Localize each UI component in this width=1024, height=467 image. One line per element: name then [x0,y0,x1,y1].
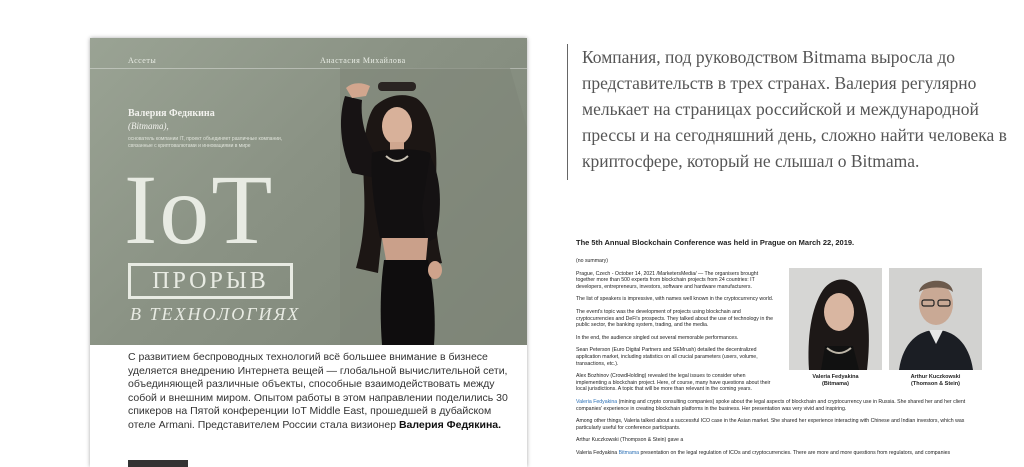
woman-headshot-image [789,268,882,370]
caption-valeria [789,374,882,388]
header-author: Анастасия Михайлова [320,56,406,65]
cover-title: IoT [124,154,275,265]
cover-subtitle-box: ПРОРЫВ [128,263,293,299]
article-paragraph-2: The list of speakers is impressive, with names well known in the cryptocurrency world. [576,296,774,303]
person-name: Валерия Федякина [128,108,215,119]
article-paragraph-3: The event's topic was the development of projects using blockchain and cryptocurrencies and DeFi's prospects. They talked about the use of technology in the public sector, the banking system, trading, and the media. [576,308,773,329]
cover-subtitle-italic: В ТЕХНОЛОГИЯХ [130,304,301,324]
article-paragraph-6: Alex Bozhinov (CrowdHolding) revealed the legal issues to consider when implementing a blockchain project. Here, of course, many have questions about their local jurisdictions. A topic that will be more than relevant in the coming years. [576,373,771,393]
article-paragraph-9: Arthur Kuczkowski (Thompson & Stein) gave a [576,437,684,444]
article-link-bitmama[interactable]: Bitmama [618,449,640,456]
article-summary: (no summary) [576,258,608,264]
man-headshot-image [889,268,982,370]
magazine-page [90,38,527,467]
photo-arthur [889,268,982,370]
body-bold-name: Валерия Федякина. [398,418,502,431]
next-paragraph-fragment [128,460,188,467]
caption-arthur-name: Arthur Kuczkowski [910,374,961,380]
person-description: основатель компании IT, проект объединяет различные компании, связанные с криптовалютами и инновациями в мире [128,136,283,149]
article-paragraph-4: In the end, the audience singled out several memorable performances. [576,334,739,341]
caption-arthur-org: (Thomson & Stein) [911,381,960,387]
article-paragraph-8: Among other things, Valeria talked about a successful ICO case in the Asian market. She shared her experience interacting with Chinese and Indian investors, which was particularly useful for conference participants. [576,418,965,431]
article-paragraph-10 [576,450,990,457]
article-title: The 5th Annual Blockchain Conference was held in Prague on March 22, 2019. [576,238,855,247]
article-paragraph-1: Prague, Czech - October 14, 2021 /MarketersMedia/ — The organisers brought together more than 500 experts from blockchain projects from 24 countries: IT developers, entrepreneurs, investors, software and hardware manufacturers. [576,270,759,290]
body-paragraph: С развитием беспроводных технологий всё большее внимание в бизнесе уделяется внедрению Интернета вещей — глобальной вычислительной сети, объединяющей различные объекты, способные взаимодействовать между собой и внешним миром. Опытом работы в этом направлении поделились 30 спикеров на Пятой конференции IoT Middle East, прошедшей в дубайском отеле Armani. Представителем России стала визионер [128,351,508,431]
caption-valeria-org: (Bitmama) [822,381,849,387]
pull-quote: Компания, под руководством Bitmama выросла до представительств в трех странах. Валерия регулярно мелькает на страницах российской и международной прессы и на сегодняшний день, сложно найти человека в криптосфере, который не слышал о Bitmama. [567,44,1012,180]
header-section-label: Ассеты [128,56,157,65]
magazine-body-text [128,351,508,433]
caption-valeria-name: Valeria Fedyakina [812,374,859,380]
article-paragraph-7 [576,399,990,412]
caption-arthur [889,374,982,388]
article-paragraph-10-text: presentation on the legal regulation of ICOs and cryptocurrencies. There are more and more questions from regulators, and companies [639,449,951,456]
article-paragraph-7-text: (mining and crypto consulting companies) spoke about the legal aspects of blockchain and cryptocurrency use in Russia. She shared her and her client companies' experience in creating blockchain platforms in the business. Her presentation was very vivid and inspiring. [576,398,966,412]
person-role: (Bitmama), [128,121,169,131]
photo-valeria [789,268,882,370]
article-paragraph-5: Sean Peterson (Euro Digital Partners and SEMrush) detailed the decentralized application market, including statistics on all crucial parameters (users, volume, transactions, etc.). [576,347,758,367]
article-paragraph-10-pre: Valeria Fedyakina [576,449,619,456]
cover-photo [90,38,527,345]
article-link-valeria[interactable]: Valeria Fedyakina [576,398,618,405]
